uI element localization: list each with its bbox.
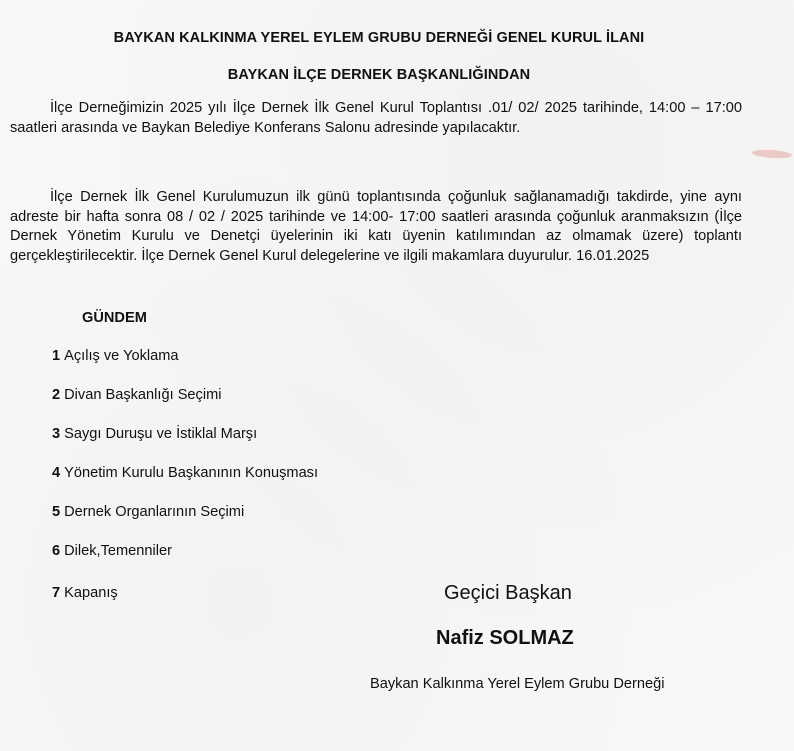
agenda-item-text: Divan Başkanlığı Seçimi [64, 387, 222, 403]
ink-smudge [752, 149, 792, 160]
agenda-item [52, 426, 257, 442]
agenda-item-number: 5 [52, 504, 61, 520]
agenda-item-text: Dilek,Temenniler [64, 543, 172, 559]
signature-organization: Baykan Kalkınma Yerel Eylem Grubu Derneği [370, 676, 665, 692]
agenda-item [52, 504, 244, 520]
document-title: BAYKAN KALKINMA YEREL EYLEM GRUBU DERNEĞİ GENEL KURUL İLANI [113, 30, 645, 46]
document-subtitle: BAYKAN İLÇE DERNEK BAŞKANLIĞINDAN [227, 67, 531, 83]
agenda-item [52, 543, 172, 559]
agenda-item-number: 7 [52, 585, 61, 601]
agenda-item-number: 6 [52, 543, 61, 559]
agenda-item-text: Saygı Duruşu ve İstiklal Marşı [64, 426, 258, 442]
agenda-heading: GÜNDEM [82, 310, 147, 326]
signature-name: Nafiz SOLMAZ [436, 627, 574, 649]
announcement-paragraph: İlçe Derneğimizin 2025 yılı İlçe Dernek İlk Genel Kurul Toplantısı .01/ 02/ 2025 tarihinde, 14:00 – 17:00 saatleri arasında ve Baykan Belediye Konferans Salonu adresinde yapılacaktır. [10, 100, 742, 136]
agenda-item-text: Kapanış [64, 585, 118, 601]
agenda-item-number: 4 [52, 465, 61, 481]
agenda-item-text: Dernek Organlarının Seçimi [64, 504, 245, 520]
announcement-paragraph: İlçe Dernek İlk Genel Kurulumuzun ilk günü toplantısında çoğunluk sağlanamadığı takdirde, yine aynı adreste bir hafta sonra 08 / 02 / 2025 tarihinde ve 14:00- 17:00 saatleri arasında çoğunluk aranmaksızın (İlçe Dernek Yönetim Kurulu ve Denetçi üyelerinin iki katı üyenin katılımından az olmamak üzere) toplantı gerçekleştirilecektir. İlçe Dernek Genel Kurul delegelerine ve ilgili makamlara duyurulur. 16.01.2025 [10, 189, 742, 264]
agenda-item-number: 3 [52, 426, 61, 442]
agenda-item-number: 1 [52, 348, 61, 364]
signature-role: Geçici Başkan [444, 582, 572, 604]
agenda-item-text: Açılış ve Yoklama [64, 348, 179, 364]
agenda-item [52, 387, 221, 403]
agenda-item [52, 585, 118, 601]
agenda-item-number: 2 [52, 387, 61, 403]
agenda-item [52, 465, 318, 481]
agenda-item-text: Yönetim Kurulu Başkanının Konuşması [64, 465, 319, 481]
agenda-item [52, 348, 179, 364]
